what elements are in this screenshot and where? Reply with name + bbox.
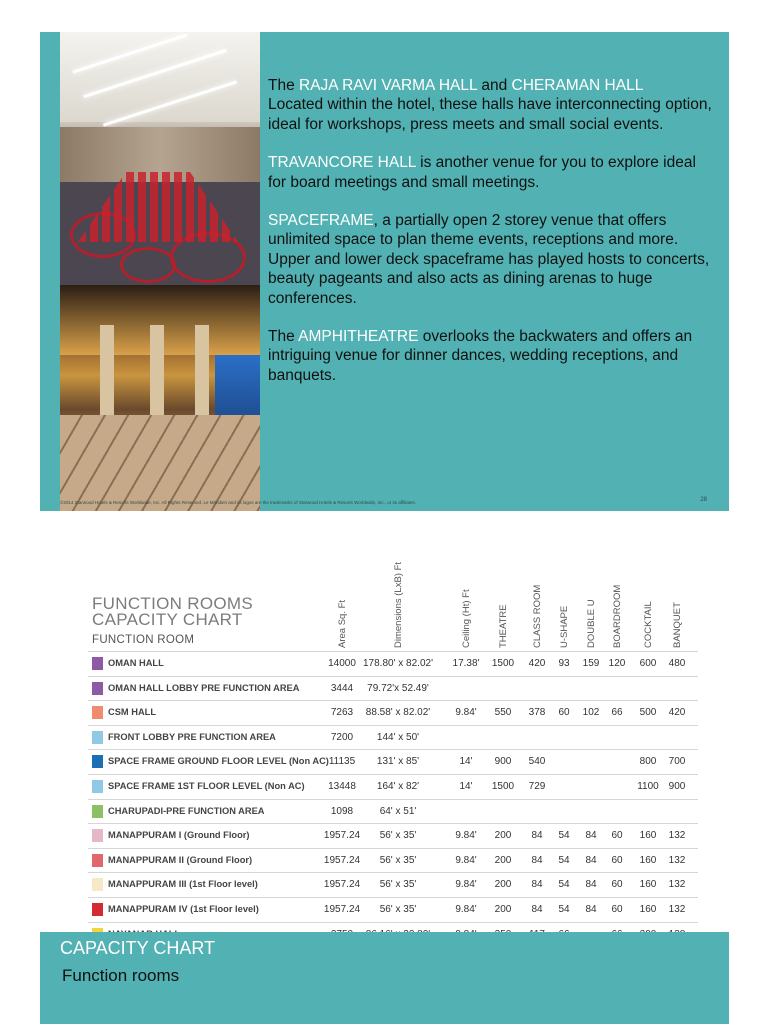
table-cell: 84 [531, 903, 543, 915]
text: overlooks the backwaters and offers an intriguing venue for dinner dances, wedding receptions, and banquets. [268, 328, 693, 384]
spaceframe-lobby-photo [60, 285, 260, 511]
hall-name-cheraman: CHERAMAN HALL [511, 77, 644, 94]
table-cell: 54 [558, 879, 570, 891]
table-cell: 102 [582, 707, 600, 719]
table-cell: 131' x 85' [376, 756, 420, 768]
column-header [585, 567, 601, 652]
band-subtitle: Function rooms [62, 966, 180, 985]
table-cell: 600 [639, 658, 657, 669]
table-cell: 60 [611, 903, 623, 915]
venue-description [268, 76, 718, 404]
table-cell: 14' [459, 756, 473, 768]
table-cell: 900 [494, 756, 512, 768]
table-cell: 84 [531, 879, 543, 891]
table-cell: 60 [558, 707, 570, 719]
room-color-swatch [92, 829, 103, 842]
room-color-swatch [92, 903, 103, 916]
table-cell: 132 [668, 830, 686, 842]
conference-hall-photo [60, 32, 260, 285]
column-header [611, 567, 627, 652]
text: The [268, 77, 300, 94]
table-cell: 1500 [491, 658, 515, 669]
table-cell: 132 [668, 879, 686, 891]
capacity-table [88, 651, 698, 947]
column-header [671, 567, 687, 652]
table-cell: 9.84' [455, 707, 477, 719]
room-color-swatch [92, 731, 103, 744]
text: is another venue for you to explore ideal for board meetings and small meetings. [268, 154, 696, 191]
table-cell: 480 [668, 658, 686, 669]
column-header-label: DOUBLE U [586, 599, 597, 648]
paragraph-amphitheatre [268, 327, 718, 385]
table-cell: 132 [668, 854, 686, 866]
table-cell: 9.84' [455, 879, 477, 891]
table-cell: 120 [608, 658, 626, 669]
table-row [88, 824, 698, 849]
table-cell: 164' x 82' [376, 780, 420, 792]
table-cell: 132 [668, 903, 686, 915]
table-cell: 378 [528, 707, 546, 719]
page-number: 28 [700, 497, 707, 503]
table-cell: 54 [558, 903, 570, 915]
paragraph-halls [268, 76, 718, 134]
table-cell: 9.84' [455, 830, 477, 842]
room-name: FRONT LOBBY PRE FUNCTION AREA [108, 731, 276, 742]
room-color-swatch [92, 706, 103, 719]
column-header [497, 567, 513, 652]
room-name: OMAN HALL LOBBY PRE FUNCTION AREA [108, 682, 300, 693]
table-cell: 1500 [491, 780, 515, 792]
room-color-swatch [92, 657, 103, 670]
table-cell: 9.84' [455, 854, 477, 866]
table-cell: 84 [531, 830, 543, 842]
paragraph-spaceframe [268, 211, 718, 308]
text: , a partially open 2 storey venue that offers unlimited space to plan theme events, receptions and more. Upper and lower deck spaceframe has played hosts to concerts, beauty pageants and also acts as dining arenas to huge conferences. [268, 212, 710, 307]
table-cell: 160 [639, 830, 657, 842]
table-cell: 88.58' x 82.02' [365, 707, 431, 719]
table-row [88, 898, 698, 923]
room-name: CHARUPADI-PRE FUNCTION AREA [108, 805, 265, 816]
table-cell: 500 [639, 707, 657, 719]
table-cell: 14' [459, 780, 473, 792]
table-cell: 160 [639, 879, 657, 891]
room-name: MANAPPURAM IV (1st Floor level) [108, 903, 259, 914]
room-name: CSM HALL [108, 707, 157, 718]
table-cell: 1957.24 [323, 903, 361, 915]
table-cell: 159 [582, 658, 600, 669]
table-cell: 56' x 35' [379, 903, 417, 915]
table-cell: 3444 [330, 682, 354, 694]
copyright-note: ©2014 Starwood Hotels & Resorts Worldwide, Inc. All Rights Reserved. Le Méridien and its logos are the trademarks of Starwood Hotels & Resorts Worldwide, Inc., or its affiliates. [60, 500, 416, 505]
table-cell: 56' x 35' [379, 830, 417, 842]
table-cell: 84 [585, 830, 597, 842]
table-cell: 1098 [330, 805, 354, 817]
table-cell: 1957.24 [323, 830, 361, 842]
room-color-swatch [92, 780, 103, 793]
table-row [88, 651, 698, 677]
table-cell: 7263 [330, 707, 354, 719]
table-cell: 200 [494, 879, 512, 891]
text: Located within the hotel, these halls have interconnecting option, ideal for workshops, press meets and small social events. [268, 96, 712, 133]
column-header [558, 567, 574, 652]
column-header-label: CLASS ROOM [532, 584, 543, 648]
table-cell: 729 [528, 780, 546, 792]
table-cell: 200 [494, 903, 512, 915]
table-cell: 66 [611, 707, 623, 719]
capacity-chart [40, 561, 729, 932]
room-color-swatch [92, 854, 103, 867]
table-cell: 800 [639, 756, 657, 768]
table-cell: 84 [585, 903, 597, 915]
column-header-label: COCKTAIL [643, 601, 654, 648]
table-cell: 700 [668, 756, 686, 768]
room-color-swatch [92, 878, 103, 891]
room-color-swatch [92, 755, 103, 768]
table-cell: 9.84' [455, 903, 477, 915]
table-cell: 200 [494, 854, 512, 866]
column-header [460, 567, 476, 652]
table-cell: 200 [494, 830, 512, 842]
table-cell: 84 [585, 854, 597, 866]
column-header-label: U-SHAPE [559, 605, 570, 648]
table-row [88, 775, 698, 800]
hall-name-travancore: TRAVANCORE HALL [268, 154, 416, 172]
chart-title [92, 596, 253, 628]
column-header-label: THEATRE [498, 604, 509, 648]
column-header [336, 567, 352, 652]
table-cell: 60 [611, 830, 623, 842]
room-name: SPACE FRAME 1ST FLOOR LEVEL (Non AC) [108, 780, 305, 791]
table-cell: 17.38' [452, 658, 480, 669]
band-title: CAPACITY CHART [60, 938, 216, 958]
hall-name-amphitheatre: AMPHITHEATRE [298, 328, 419, 346]
room-color-swatch [92, 805, 103, 818]
room-color-swatch [92, 682, 103, 695]
table-cell: 1957.24 [323, 854, 361, 866]
chart-title-line1: FUNCTION ROOMS [92, 594, 253, 613]
table-cell: 60 [611, 854, 623, 866]
table-cell: 11135 [328, 756, 356, 768]
table-cell: 84 [531, 854, 543, 866]
table-cell: 160 [639, 903, 657, 915]
table-cell: 160 [639, 854, 657, 866]
room-name: MANAPPURAM II (Ground Floor) [108, 854, 253, 865]
paragraph-travancore [268, 153, 718, 192]
column-header [392, 561, 408, 652]
text: The [268, 328, 299, 346]
column-header-label: Area Sq. Ft [337, 599, 348, 648]
table-cell: 79.72'x 52.49' [367, 682, 429, 694]
table-cell: 84 [585, 879, 597, 891]
table-cell: 1100 [637, 780, 659, 792]
hall-name-spaceframe: SPACEFRAME [268, 212, 374, 230]
table-cell: 93 [558, 658, 570, 669]
column-header [642, 567, 658, 652]
text: and [477, 77, 512, 94]
table-cell: 54 [558, 830, 570, 842]
table-row [88, 750, 698, 775]
caption-band [40, 932, 729, 1024]
chart-subtitle: FUNCTION ROOM [92, 634, 195, 646]
table-cell: 1957.24 [323, 879, 361, 891]
hall-name-raja-ravi-varma: RAJA RAVI VARMA HALL [299, 77, 478, 94]
table-row [88, 726, 698, 751]
table-cell: 13448 [328, 780, 356, 792]
table-cell: 178.80' x 82.02' [363, 658, 433, 669]
table-cell: 550 [494, 707, 512, 719]
table-cell: 56' x 35' [379, 854, 417, 866]
table-cell: 54 [558, 854, 570, 866]
table-cell: 540 [528, 756, 546, 768]
column-header [531, 567, 547, 652]
chart-title-line2: CAPACITY CHART [92, 610, 243, 629]
table-cell: 60 [611, 879, 623, 891]
column-header-label: BOARDROOM [612, 584, 623, 648]
column-header-label: Dimensions (LxB) Ft [393, 561, 404, 648]
table-cell: 144' x 50' [376, 731, 420, 743]
table-row [88, 701, 698, 726]
table-cell: 7200 [330, 731, 354, 743]
table-row [88, 677, 698, 702]
table-cell: 14000 [328, 658, 356, 669]
room-name: OMAN HALL [108, 658, 164, 668]
column-header-label: BANQUET [672, 602, 683, 648]
venue-slide [40, 32, 729, 511]
table-row [88, 873, 698, 898]
table-row [88, 849, 698, 874]
column-header-label: Ceiling (Ht) Ft [461, 589, 472, 648]
room-name: MANAPPURAM III (1st Floor level) [108, 879, 258, 890]
table-cell: 64' x 51' [379, 805, 417, 817]
room-name: MANAPPURAM I (Ground Floor) [108, 830, 250, 841]
table-cell: 900 [668, 780, 686, 792]
table-cell: 56' x 35' [379, 879, 417, 891]
table-row [88, 800, 698, 825]
table-cell: 420 [668, 707, 686, 719]
room-name: SPACE FRAME GROUND FLOOR LEVEL (Non AC) [108, 756, 329, 767]
table-cell: 420 [528, 658, 546, 669]
